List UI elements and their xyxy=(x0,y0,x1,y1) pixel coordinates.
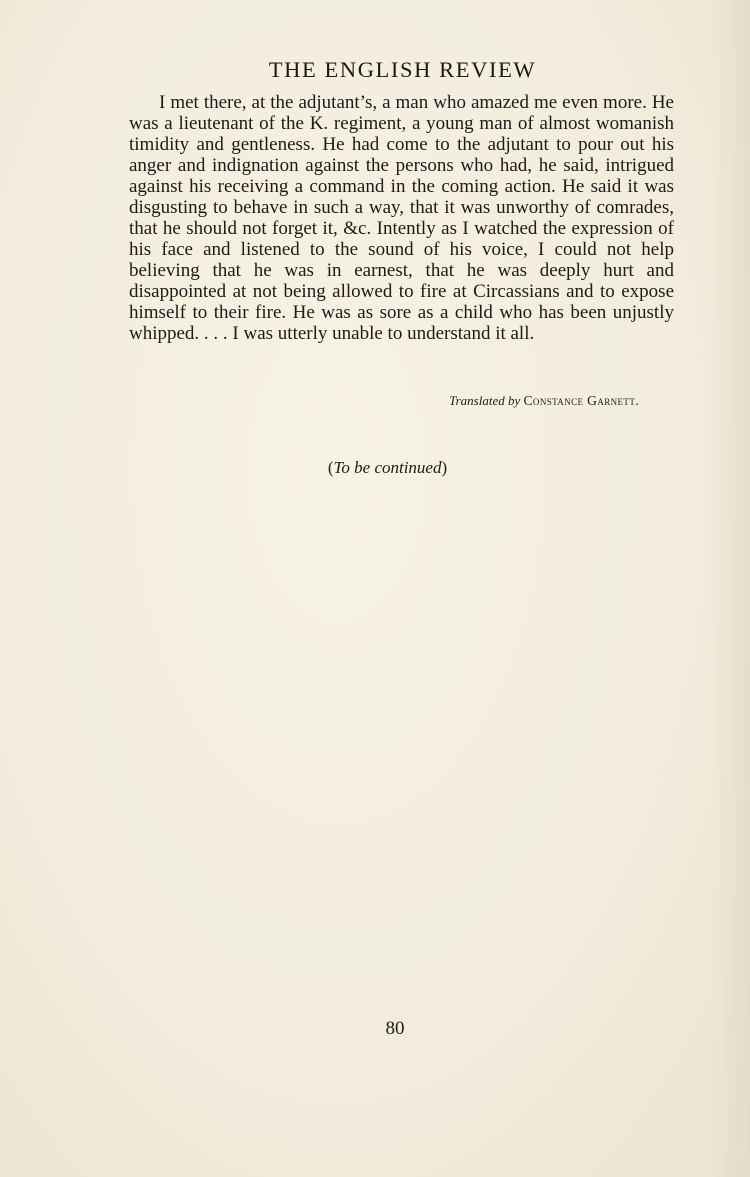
translator-name: Constance Garnett. xyxy=(523,393,639,408)
to-be-continued-note xyxy=(0,457,750,479)
continued-text: To be continued xyxy=(333,458,442,477)
page-edge-shadow xyxy=(710,0,750,1177)
running-head: THE ENGLISH REVIEW xyxy=(268,57,537,82)
body-paragraph: I met there, at the adjutant’s, a man who amazed me even more. He was a lieutenant of the K. regiment, a young man of almost womanish timidity and gentleness. He had come to the adjutant to pour out his anger and indignation against the persons who had, he said, intrigued against his receiving a command in the coming action. He said it was disgusting to behave in such a way, that it was unworthy of comrades, that he should not forget it, &c. Intently as I watched the expression of his face and listened to the sound of his voice, I could not help believing that he was in earnest, that he was deeply hurt and disappointed at not being allowed to fire at Circassians and to expose himself to their fire. He was as sore as a child who has been unjustly whipped. . . . I was utterly unable to understand it all. xyxy=(129,92,674,344)
credit-prefix: Translated by xyxy=(449,393,521,408)
body-text xyxy=(129,92,674,344)
translator-credit xyxy=(129,392,639,410)
continued-open-paren: ( xyxy=(327,458,334,477)
page-number: 80 xyxy=(385,1018,405,1039)
continued-close-paren: ) xyxy=(441,458,448,477)
